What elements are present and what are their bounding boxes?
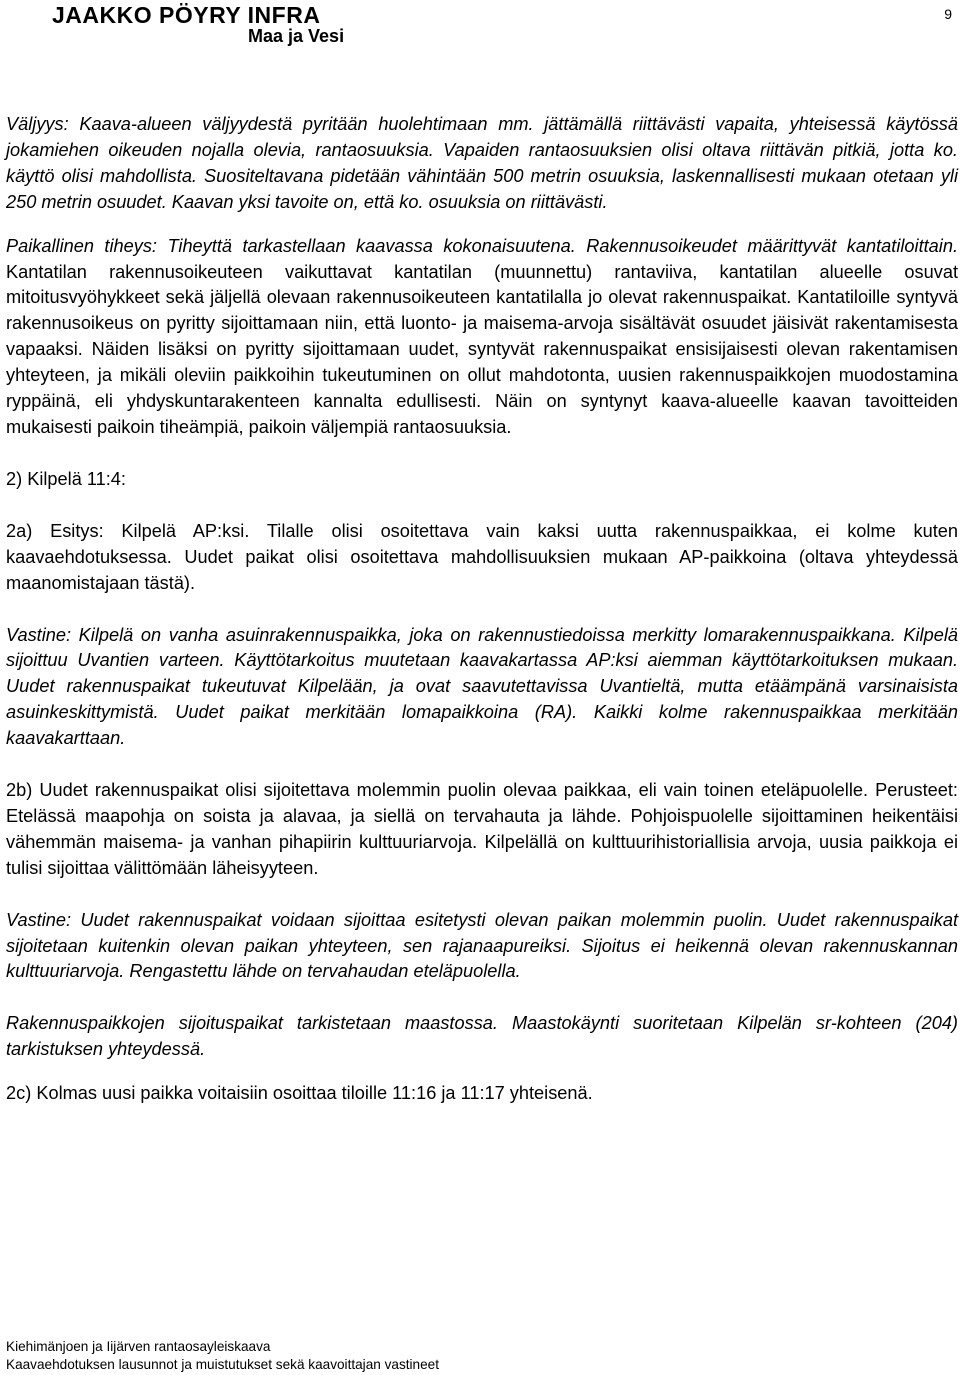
company-logo [52,4,352,48]
paragraph-tiheys-body: Kantatilan rakennusoikeuteen vaikuttavat kantatilan (muunnettu) rantaviiva, kantatilan alueelle osuvat mitoitusvyöhykkeet sekä jäljellä olevaan rakennusoikeuteen kantatilalla jo olevat rakennuspaikat. Kantatiloille syntyvä rakennusoikeus on pyritty sijoittamaan niin, että luonto- ja maisema-arvoja sisältävät osuudet jäisivät rakentamisesta vapaaksi. Näiden lisäksi on pyritty sijoittamaan uudet, syntyvät rakennuspaikat ensisijaisesti olevan rakentamisen yhteyteen, ja mikäli oleviin paikkoihin tukeutuminen on ollut mahdotonta, uusien rakennuspaikkojen muodostamina ryppäinä, eli yhdyskuntarakenteen kannalta edullisesti. Näin on syntynyt kaava-alueelle kaavan tavoitteiden mukaisesti paikoin tiheämpiä, paikoin väljempiä rantaosuuksia. [6,261,958,437]
page-number: 9 [944,6,952,22]
paragraph-tiheys-lead: Paikallinen tiheys: Tiheyttä tarkastellaan kaavassa kokonaisuutena. Rakennusoikeudet määrittyvät kantatiloittain. [6,235,958,256]
document-body [6,112,958,1107]
logo-company-name: JAAKKO PÖYRY INFRA [52,2,321,28]
section-heading-kilpela: 2) Kilpelä 11:4: [6,468,126,489]
footer-document-subtitle: Kaavaehdotuksen lausunnot ja muistutukset sekä kaavoittajan vastineet [6,1357,440,1372]
logo-division-name: Maa ja Vesi [248,26,345,46]
paragraph-2b-esitys: 2b) Uudet rakennuspaikat olisi sijoitettava molemmin puolin olevaa paikkaa, eli vain toinen eteläpuolelle. Perusteet: Etelässä maapohja on soista ja alavaa, ja siellä on tervahauta ja lähde. Pohjoispuolelle sijoittaminen heikentäisi vähemmän maisema- ja vanhan pihapiirin kulttuuriarvoja. Kilpelällä on kulttuurihistoriallisia arvoja, uusia paikkoja ei tulisi sijoittaa välittömään läheisyyteen. [6,780,958,878]
paragraph-maastokaynti: Rakennuspaikkojen sijoituspaikat tarkistetaan maastossa. Maastokäynti suoritetaan Kilpelän sr-kohteen (204) tarkistuksen yhteydessä. [6,1013,958,1060]
paragraph-2c-esitys: 2c) Kolmas uusi paikka voitaisiin osoittaa tiloille 11:16 ja 11:17 yhteisenä. [6,1083,593,1104]
paragraph-2b-vastine: Vastine: Uudet rakennuspaikat voidaan sijoittaa esitetysti olevan paikan molemmin puolin. Uudet rakennuspaikat sijoitetaan kuitenkin olevan paikan yhteyteen, sen rajanaapureiksi. Sijoitus ei heikennä olevan rakennuskannan kulttuuriarvoja. Rengastettu lähde on tervahaudan eteläpuolella. [6,909,958,982]
paragraph-valjyys: Väljyys: Kaava-alueen väljyydestä pyritään huolehtimaan mm. jättämällä riittävästi vapaita, yhteisessä käytössä jokamiehen oikeuden nojalla olevia, rantaosuuksia. Vapaiden rantaosuuksien olisi oltava riittävän pitkiä, jotta ko. käyttö olisi mahdollista. Suositeltavana pidetään vähintään 500 metrin osuuksia, laskennallisesti mukaan otetaan yli 250 metrin osuudet. Kaavan yksi tavoite on, että ko. osuuksia on riittävästi. [6,114,958,212]
footer-document-title: Kiehimänjoen ja Iijärven rantaosayleiskaava [6,1339,271,1354]
paragraph-paikallinen-tiheys [6,234,958,441]
paragraph-2a-esitys: 2a) Esitys: Kilpelä AP:ksi. Tilalle olisi osoitettava vain kaksi uutta rakennuspaikkaa, ei kolme kuten kaavaehdotuksessa. Uudet paikat olisi osoitettava mahdollisuuksien mukaan AP-paikkoina (oltava yhteydessä maanomistajaan tästä). [6,520,958,593]
paragraph-2a-vastine: Vastine: Kilpelä on vanha asuinrakennuspaikka, joka on rakennustiedoissa merkitty lomarakennuspaikkana. Kilpelä sijoittuu Uvantien varteen. Käyttötarkoitus muutetaan kaavakartassa AP:ksi aiemman käyttötarkoituksen mukaan. Uudet rakennuspaikat tukeutuvat Kilpelään, ja ovat saavutettavissa Uvantieltä, mutta etäämpänä varsinaisista asuinkeskittymistä. Uudet paikat merkitään lomapaikkoina (RA). Kaikki kolme rakennuspaikkaa merkitään kaavakarttaan. [6,624,958,749]
page-footer [6,1338,439,1374]
